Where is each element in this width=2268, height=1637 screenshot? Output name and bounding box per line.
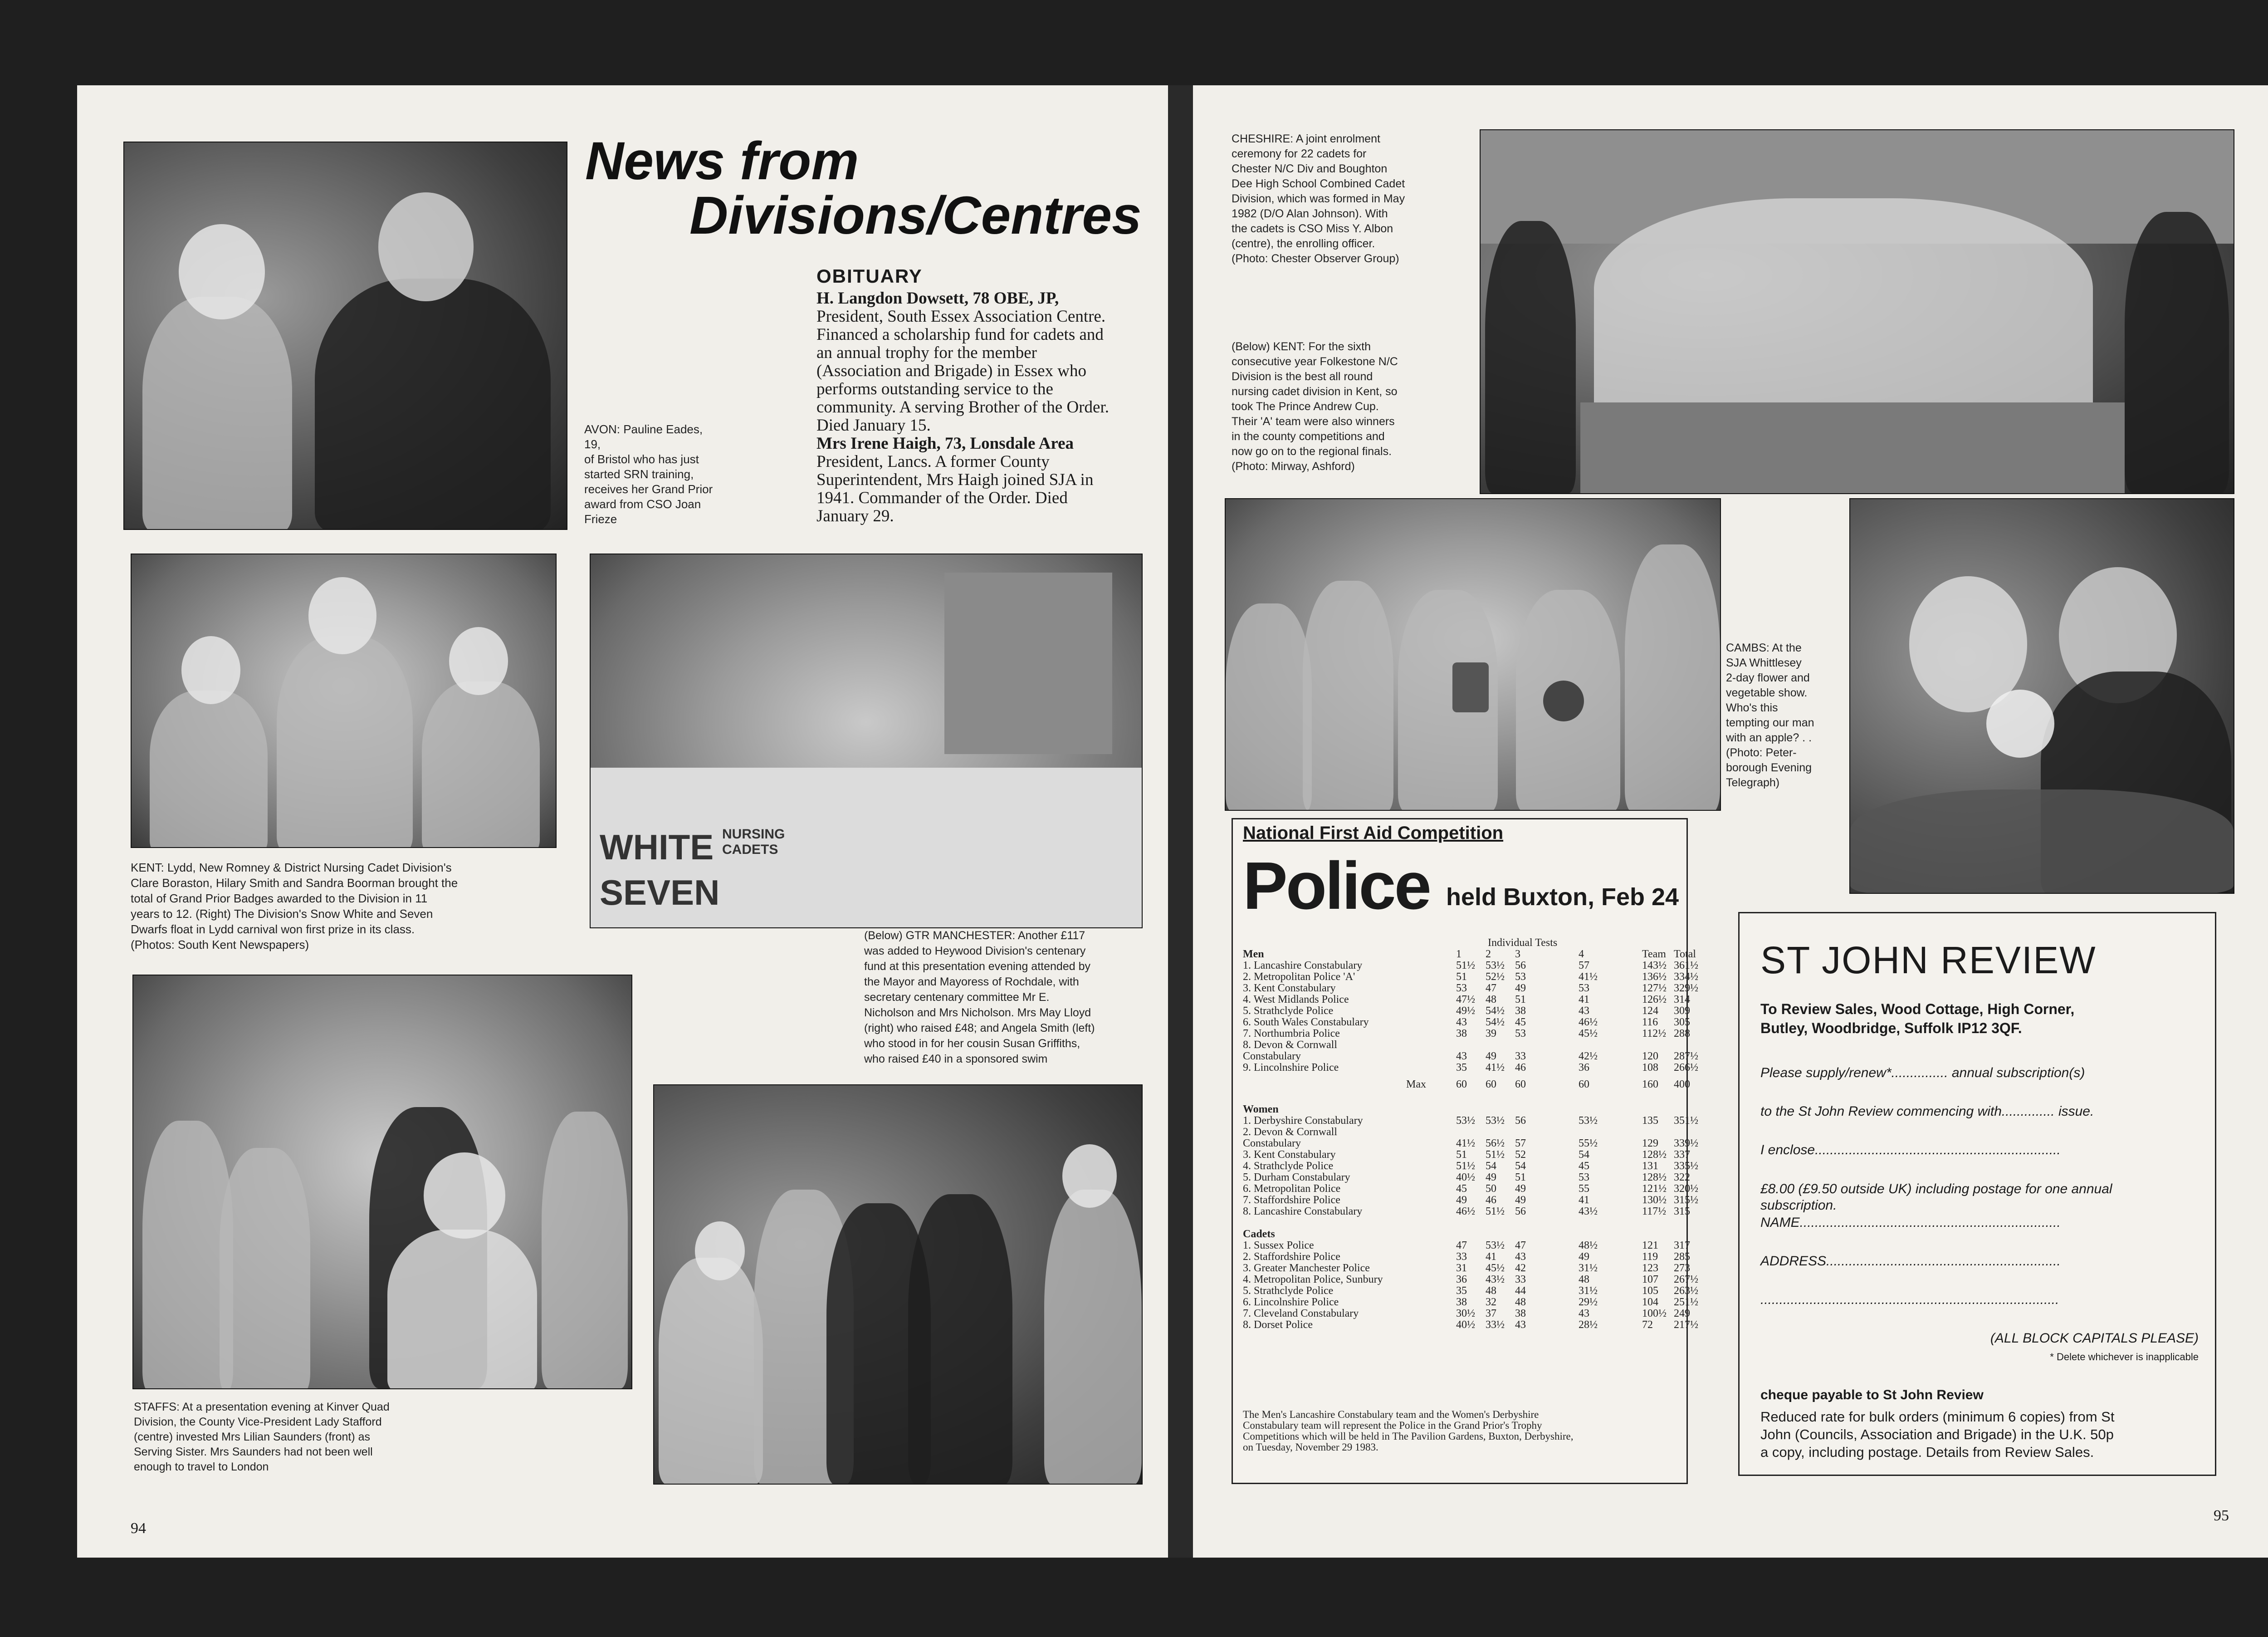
obituary-heading: OBITUARY (816, 265, 923, 287)
section-label-men: Men (1243, 948, 1264, 960)
caption-staffs: STAFFS: At a presentation evening at Kinver Quad Division, the County Vice-President Lady Stafford (centre) invested Mrs Lilian Saunders (front) as Serving Sister. Mrs Saunders had not been well enough to travel to London (134, 1401, 390, 1473)
men-score: 47½ (1456, 994, 1475, 1005)
women-score: 45 (1579, 1160, 1589, 1172)
men-score: 35 (1456, 1062, 1467, 1073)
men-score: 54½ (1486, 1016, 1505, 1028)
women-score: 43½ (1579, 1206, 1598, 1217)
women-score: 54 (1579, 1149, 1589, 1161)
women-team-name: 2. Devon & Cornwall (1243, 1126, 1337, 1138)
men-score: 36 (1579, 1062, 1589, 1073)
men-score: 49 (1486, 1050, 1496, 1062)
competition-heading-police: Police (1243, 848, 1430, 923)
women-score: 50 (1486, 1183, 1496, 1195)
cadets-score: 33 (1515, 1274, 1526, 1285)
photo-avon (123, 142, 567, 530)
cadets-team-name: 8. Dorset Police (1243, 1319, 1313, 1331)
cadets-team-name: 6. Lincolnshire Police (1243, 1296, 1339, 1308)
column-header: Team (1642, 948, 1666, 960)
women-score: 51½ (1486, 1206, 1505, 1217)
women-score: 56½ (1486, 1137, 1505, 1149)
women-score: 128½ (1642, 1149, 1667, 1161)
cadets-score: 48½ (1579, 1240, 1598, 1251)
women-score: 320½ (1674, 1183, 1698, 1195)
page-number-left: 94 (131, 1520, 146, 1537)
men-score: 33 (1515, 1050, 1526, 1062)
cadets-score: 48 (1515, 1296, 1526, 1308)
max-score: 160 (1642, 1078, 1658, 1090)
men-score: 116 (1642, 1016, 1658, 1028)
cadets-score: 273 (1674, 1262, 1690, 1274)
cadets-score: 37 (1486, 1308, 1496, 1319)
men-score: 143½ (1642, 960, 1667, 971)
women-score: 41 (1579, 1194, 1589, 1206)
women-score: 128½ (1642, 1171, 1667, 1183)
section-label-women: Women (1243, 1103, 1279, 1115)
men-score: 47 (1486, 982, 1496, 994)
max-score: 60 (1456, 1078, 1467, 1090)
men-score: 45½ (1579, 1028, 1598, 1039)
form-delete-note: * Delete whichever is inapplicable (2050, 1351, 2199, 1363)
cadets-score: 53½ (1486, 1240, 1505, 1251)
cadets-score: 121 (1642, 1240, 1658, 1251)
cadets-score: 123 (1642, 1262, 1658, 1274)
men-score: 305 (1674, 1016, 1690, 1028)
men-team-name: 6. South Wales Constabulary (1243, 1016, 1369, 1028)
cadets-score: 42 (1515, 1262, 1526, 1274)
cadets-score: 33½ (1486, 1319, 1505, 1331)
women-score: 51 (1456, 1149, 1467, 1161)
headline-divisions-centres: Divisions/Centres (689, 186, 1142, 245)
women-score: 339½ (1674, 1137, 1698, 1149)
caption-avon: AVON: Pauline Eades, 19, of Bristol who has just started SRN training, receives her Grand Prior award from CSO Joan Frieze (584, 422, 713, 526)
men-score: 309 (1674, 1005, 1690, 1017)
women-score: 131 (1642, 1160, 1658, 1172)
men-score: 42½ (1579, 1050, 1598, 1062)
women-score: 54 (1486, 1160, 1496, 1172)
cadets-score: 49 (1579, 1251, 1589, 1263)
men-score: 48 (1486, 994, 1496, 1005)
men-team-name: 3. Kent Constabulary (1243, 982, 1336, 994)
competition-subheading: held Buxton, Feb 24 (1446, 883, 1679, 911)
women-score: 121½ (1642, 1183, 1667, 1195)
men-team-name: 1. Lancashire Constabulary (1243, 960, 1363, 971)
form-price: £8.00 (£9.50 outside UK) including postage for one annual subscription. (1760, 1181, 2112, 1213)
men-score: 39 (1486, 1028, 1496, 1039)
women-score: 335½ (1674, 1160, 1698, 1172)
men-team-name: 4. West Midlands Police (1243, 994, 1349, 1005)
women-score: 49 (1515, 1183, 1526, 1195)
section-label-cadets: Cadets (1243, 1228, 1275, 1240)
women-team-name: 7. Staffordshire Police (1243, 1194, 1340, 1206)
women-score: 57 (1515, 1137, 1526, 1149)
obituary-text: H. Langdon Dowsett, 78 OBE, JP, President, South Essex Association Centre. Financed a scholarship fund for cadets and an annual trophy for the member (Association and Brigade) in Essex who performs outstanding service to the community. A serving Brother of the Order. Died January 15. Mrs Irene Haigh, 73, Lonsdale Area President, Lancs. A former County Superintendent, Mrs Haigh joined SJA in 1941. Commander of the Order. Died January 29. (816, 289, 1109, 525)
form-enclose-line[interactable]: I enclose................................................................. (1760, 1142, 2061, 1157)
cadets-team-name: 7. Cleveland Constabulary (1243, 1308, 1359, 1319)
men-score: 124 (1642, 1005, 1658, 1017)
women-score: 315 (1674, 1206, 1690, 1217)
men-score: 45 (1515, 1016, 1526, 1028)
men-score: 53 (1515, 1028, 1526, 1039)
men-score: 287½ (1674, 1050, 1698, 1062)
women-score: 49 (1486, 1171, 1496, 1183)
page-number-right: 95 (2214, 1507, 2229, 1524)
photo-staffs (132, 975, 632, 1389)
column-header: 4 (1579, 948, 1584, 960)
form-blank-line[interactable]: ............................................................................... (1760, 1292, 2059, 1307)
men-score: 53 (1515, 971, 1526, 983)
column-header: Total (1674, 948, 1696, 960)
men-score: 56 (1515, 960, 1526, 971)
men-score: 46½ (1579, 1016, 1598, 1028)
women-score: 351½ (1674, 1115, 1698, 1127)
caption-kent-below: (Below) KENT: For the sixth consecutive year Folkestone N/C Division is the best all round nursing cadet division in Kent, so took The Prince Andrew Cup. Their 'A' team were also winners in the county competitions and now go on to the regional finals. (Photo: Mirway, Ashford) (1232, 340, 1398, 473)
max-score: 60 (1515, 1078, 1526, 1090)
cadets-score: 43 (1515, 1251, 1526, 1263)
women-score: 135 (1642, 1115, 1658, 1127)
cadets-score: 36 (1456, 1274, 1467, 1285)
caption-kent: KENT: Lydd, New Romney & District Nursing Cadet Division's Clare Boraston, Hilary Smith and Sandra Boorman brought the total of Grand Prior Badges awarded to the Division in 11 years to 12. (Right) The Division's Snow White and Seven Dwarfs float in Lydd carnival won first prize in its class. (Photos: South Kent Newspapers) (131, 861, 458, 951)
photo-carnival-float (590, 554, 1143, 928)
max-score: 60 (1486, 1078, 1496, 1090)
women-team-name: 8. Lancashire Constabulary (1243, 1206, 1363, 1217)
men-team-name: 8. Devon & Cornwall (1243, 1039, 1337, 1051)
competition-title: National First Aid Competition (1243, 823, 1504, 843)
cadets-score: 31½ (1579, 1262, 1598, 1274)
women-score: 46 (1486, 1194, 1496, 1206)
men-score: 112½ (1642, 1028, 1667, 1039)
women-score: 40½ (1456, 1171, 1475, 1183)
men-score: 41 (1579, 994, 1589, 1005)
max-label: Max (1406, 1078, 1426, 1090)
cadets-score: 249 (1674, 1308, 1690, 1319)
cadets-score: 119 (1642, 1251, 1658, 1263)
men-score: 49 (1515, 982, 1526, 994)
men-score: 46 (1515, 1062, 1526, 1073)
competition-results-box (1232, 818, 1698, 1484)
women-score: 53½ (1579, 1115, 1598, 1127)
women-score: 41½ (1456, 1137, 1475, 1149)
women-score: 129 (1642, 1137, 1658, 1149)
women-score: 56 (1515, 1115, 1526, 1127)
men-score: 266½ (1674, 1062, 1698, 1073)
men-team-name: 5. Strathclyde Police (1243, 1005, 1334, 1017)
men-score: 329½ (1674, 982, 1698, 994)
cadets-score: 285 (1674, 1251, 1690, 1263)
cadets-score: 31 (1456, 1262, 1467, 1274)
women-score: 322 (1674, 1171, 1690, 1183)
cadets-team-name: 3. Greater Manchester Police (1243, 1262, 1370, 1274)
caption-cheshire: CHESHIRE: A joint enrolment ceremony for 22 cadets for Chester N/C Div and Boughton Dee High School Combined Cadet Division, which was formed in May 1982 (D/O Alan Johnson). With the cadets is CSO Miss Y. Albon (centre), the enrolling officer. (Photo: Chester Observer Group) (1232, 132, 1405, 265)
max-score: 400 (1674, 1078, 1690, 1090)
women-score: 45 (1456, 1183, 1467, 1195)
women-score: 130½ (1642, 1194, 1667, 1206)
women-score: 337 (1674, 1149, 1690, 1161)
men-score: 51 (1515, 994, 1526, 1005)
women-score: 53½ (1456, 1115, 1475, 1127)
form-cheque-line: cheque payable to St John Review (1760, 1387, 1984, 1402)
cadets-score: 38 (1456, 1296, 1467, 1308)
men-score: 314 (1674, 994, 1690, 1005)
cadets-score: 267½ (1674, 1274, 1698, 1285)
women-team-name: 5. Durham Constabulary (1243, 1171, 1350, 1183)
cadets-score: 30½ (1456, 1308, 1475, 1319)
review-title: ST JOHN REVIEW (1760, 939, 2097, 981)
cadets-score: 43½ (1486, 1274, 1505, 1285)
men-team-name: Constabulary (1243, 1050, 1301, 1062)
women-score: 53 (1579, 1171, 1589, 1183)
caption-manchester: (Below) GTR MANCHESTER: Another £117 was added to Heywood Division's centenary fund at this presentation evening attended by the Mayor and Mayoress of Rochdale, with secretary centenary committee Mr E. Nicholson and Mrs Nicholson. Mrs May Lloyd (right) who raised £48; and Angela Smith (left) who stood in for her cousin Susan Griffiths, who raised £40 in a sponsored swim (864, 929, 1095, 1065)
photo-manchester (653, 1084, 1143, 1485)
cadets-score: 47 (1515, 1240, 1526, 1251)
women-score: 51½ (1486, 1149, 1505, 1161)
cadets-score: 263½ (1674, 1285, 1698, 1297)
form-commencing-line[interactable]: to the St John Review commencing with.............. issue. (1760, 1104, 2094, 1119)
women-score: 55½ (1579, 1137, 1598, 1149)
women-score: 56 (1515, 1206, 1526, 1217)
column-header: 3 (1515, 948, 1520, 960)
men-score: 52½ (1486, 971, 1505, 983)
float-banner-nursing-cadets: NURSING CADETS (722, 827, 785, 857)
form-address-line[interactable]: ADDRESS.............................................................. (1760, 1254, 2061, 1269)
men-score: 54½ (1486, 1005, 1505, 1017)
women-score: 49 (1515, 1194, 1526, 1206)
women-team-name: 6. Metropolitan Police (1243, 1183, 1341, 1195)
headline-news-from: News from (585, 131, 859, 191)
cadets-score: 104 (1642, 1296, 1658, 1308)
cadets-score: 43 (1515, 1319, 1526, 1331)
cadets-score: 105 (1642, 1285, 1658, 1297)
women-score: 315½ (1674, 1194, 1698, 1206)
cadets-team-name: 1. Sussex Police (1243, 1240, 1314, 1251)
photo-kent-trophies (1225, 498, 1721, 811)
column-header: 2 (1486, 948, 1491, 960)
column-header: 1 (1456, 948, 1461, 960)
cadets-team-name: 2. Staffordshire Police (1243, 1251, 1340, 1263)
women-team-name: 3. Kent Constabulary (1243, 1149, 1336, 1161)
cadets-score: 40½ (1456, 1319, 1475, 1331)
men-score: 53 (1579, 982, 1589, 994)
form-name-line[interactable]: NAME..................................................................... (1760, 1215, 2061, 1230)
cadets-score: 48 (1486, 1285, 1496, 1297)
women-score: 54 (1515, 1160, 1526, 1172)
men-score: 53 (1456, 982, 1467, 994)
men-score: 51 (1456, 971, 1467, 983)
women-score: 51 (1515, 1171, 1526, 1183)
men-team-name: 7. Northumbria Police (1243, 1028, 1340, 1039)
cadets-score: 72 (1642, 1319, 1653, 1331)
caption-cambs: CAMBS: At the SJA Whittlesey 2-day flower and vegetable show. Who's this tempting our man with an apple? . . (Photo: Peter- borough Evening Telegraph) (1726, 642, 1814, 789)
women-score: 49 (1456, 1194, 1467, 1206)
women-team-name: 1. Derbyshire Constabulary (1243, 1115, 1363, 1127)
float-banner-seven: SEVEN (600, 872, 720, 912)
cadets-score: 38 (1515, 1308, 1526, 1319)
women-score: 51½ (1456, 1160, 1475, 1172)
men-team-name: 9. Lincolnshire Police (1243, 1062, 1339, 1073)
men-score: 53½ (1486, 960, 1505, 971)
cadets-score: 45½ (1486, 1262, 1505, 1274)
cadets-team-name: 5. Strathclyde Police (1243, 1285, 1334, 1297)
men-score: 43 (1456, 1016, 1467, 1028)
cadets-team-name: 4. Metropolitan Police, Sunbury (1243, 1274, 1383, 1285)
cadets-score: 32 (1486, 1296, 1496, 1308)
competition-note: The Men's Lancashire Constabulary team and the Women's Derbyshire Constabulary team will represent the Police in the Grand Prior's Trophy Competitions which will be held in The Pavilion Gardens, Buxton, Derbyshire, on Tuesday, November 29 1983. (1243, 1409, 1574, 1453)
men-score: 120 (1642, 1050, 1658, 1062)
form-capitals-note: (ALL BLOCK CAPITALS PLEASE) (1990, 1331, 2199, 1346)
cadets-score: 43 (1579, 1308, 1589, 1319)
cadets-score: 48 (1579, 1274, 1589, 1285)
men-score: 43 (1456, 1050, 1467, 1062)
cadets-score: 47 (1456, 1240, 1467, 1251)
women-score: 55 (1579, 1183, 1589, 1195)
individual-tests-header: Individual Tests (1488, 937, 1558, 949)
men-score: 49½ (1456, 1005, 1475, 1017)
float-banner-white: WHITE (600, 827, 714, 867)
women-team-name: 4. Strathclyde Police (1243, 1160, 1334, 1172)
women-score: 52 (1515, 1149, 1526, 1161)
form-reduced-rate: Reduced rate for bulk orders (minimum 6 copies) from St John (Councils, Association and Brigade) in the U.K. 50p a copy, including postage. Details from Review Sales. (1760, 1409, 2115, 1460)
women-team-name: Constabulary (1243, 1137, 1301, 1149)
men-score: 334½ (1674, 971, 1698, 983)
cadets-score: 28½ (1579, 1319, 1598, 1331)
men-score: 361½ (1674, 960, 1698, 971)
cadets-score: 29½ (1579, 1296, 1598, 1308)
cadets-score: 35 (1456, 1285, 1467, 1297)
cadets-score: 31½ (1579, 1285, 1598, 1297)
men-score: 51½ (1456, 960, 1475, 971)
men-score: 43 (1579, 1005, 1589, 1017)
men-score: 57 (1579, 960, 1589, 971)
cadets-score: 217½ (1674, 1319, 1698, 1331)
men-score: 126½ (1642, 994, 1667, 1005)
photo-cambs (1849, 498, 2234, 894)
women-score: 117½ (1642, 1206, 1667, 1217)
cadets-score: 100½ (1642, 1308, 1667, 1319)
cadets-score: 33 (1456, 1251, 1467, 1263)
cadets-score: 251½ (1674, 1296, 1698, 1308)
photo-kent-cadets (131, 554, 557, 848)
men-score: 108 (1642, 1062, 1658, 1073)
men-score: 41½ (1579, 971, 1598, 983)
results-table (1243, 937, 1698, 1391)
form-supply-line[interactable]: Please supply/renew*............... annual subscription(s) (1760, 1065, 2085, 1080)
cadets-score: 44 (1515, 1285, 1526, 1297)
women-score: 46½ (1456, 1206, 1475, 1217)
book-spine (1168, 85, 1193, 1558)
men-score: 288 (1674, 1028, 1690, 1039)
men-score: 38 (1456, 1028, 1467, 1039)
cadets-score: 107 (1642, 1274, 1658, 1285)
men-score: 41½ (1486, 1062, 1505, 1073)
review-address: To Review Sales, Wood Cottage, High Corner, Butley, Woodbridge, Suffolk IP12 3QF. (1760, 1001, 2075, 1036)
review-subscription-form (1738, 912, 2216, 1476)
cadets-score: 41 (1486, 1251, 1496, 1263)
photo-cheshire (1480, 129, 2234, 494)
women-score: 53½ (1486, 1115, 1505, 1127)
men-score: 127½ (1642, 982, 1667, 994)
max-score: 60 (1579, 1078, 1589, 1090)
men-team-name: 2. Metropolitan Police 'A' (1243, 971, 1355, 983)
cadets-score: 317 (1674, 1240, 1690, 1251)
men-score: 38 (1515, 1005, 1526, 1017)
men-score: 136½ (1642, 971, 1667, 983)
